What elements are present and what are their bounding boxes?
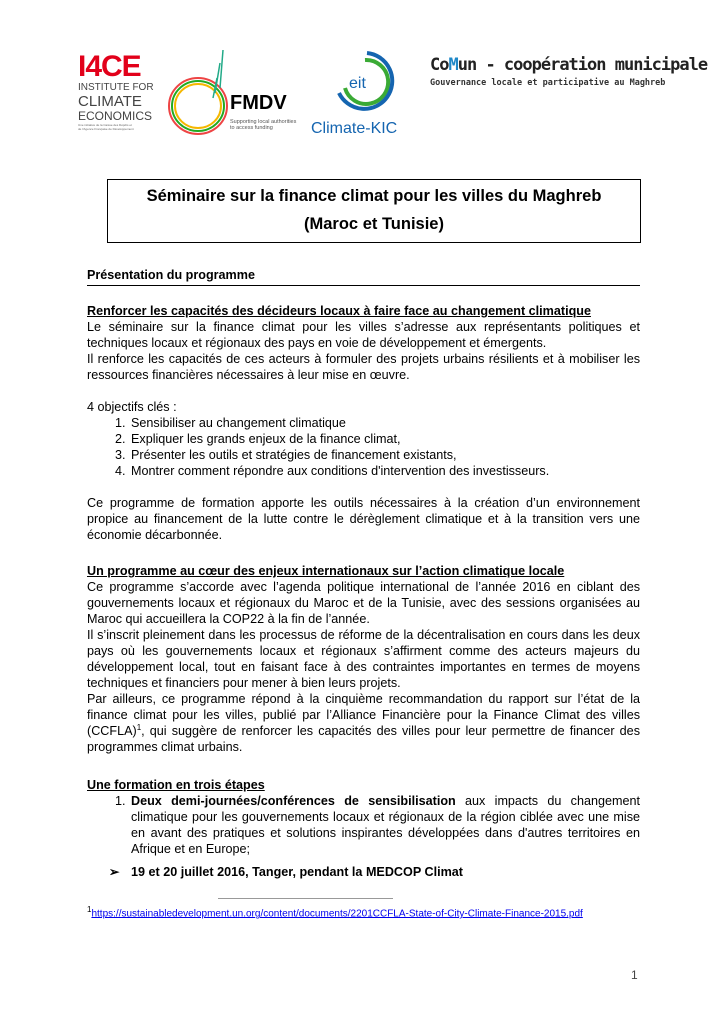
eit-logo-icon [335, 48, 395, 123]
footnote-ref[interactable]: 1 [136, 722, 142, 732]
list-item: 3. Présenter les outils et stratégies de financement existants, [129, 447, 640, 463]
comun-logo: CoMun - coopération municipale Gouvernance locale et participative au Maghreb [430, 55, 708, 88]
paragraph: Par ailleurs, ce programme répond à la cinquième recommandation du rapport sur l’état de la finance climat pour les villes, publié par l’Alliance Financière pour la Finance Climat des villes (CCFLA)$^1$, qui suggère de renforcer les capacités des villes pour leur permettre de financer des programmes climat urbains. [87, 692, 640, 754]
fmdv-logo: FMDV Supporting local authorities to access funding [230, 92, 297, 131]
list-item: 1. Sensibiliser au changement climatique [129, 415, 640, 431]
section-2 [87, 563, 640, 755]
footnote-separator [218, 898, 393, 899]
footnote: $^1$https://sustainabledevelopment.un.org/content/documents/2201CCFLA-State-of-City-Climate-Finance-2015.pdf [87, 905, 583, 920]
steps-list [87, 793, 640, 857]
section-3 [87, 777, 640, 880]
section-title: Présentation du programme [87, 267, 640, 286]
bullet-item: ➢ 19 et 20 juillet 2016, Tanger, pendant la MEDCOP Climat [109, 865, 463, 879]
title-box [107, 179, 641, 243]
paragraph: Ce programme s’accorde avec l’agenda politique international de l’année 2016 en ciblant des gouvernements locaux et régionaux du Maroc et de la Tunisie, avec des sessions organisées au Maroc qui accueillera la COP22 à la fin de l’année. [87, 580, 640, 626]
title-line2: (Maroc et Tunisie) [304, 215, 444, 233]
list-item: 4. Montrer comment répondre aux conditions d'intervention des investisseurs. [129, 463, 640, 479]
section-2-heading: Un programme au cœur des enjeux internationaux sur l’action climatique locale [87, 564, 565, 578]
section-1 [87, 303, 640, 543]
list-item: 1. Deux demi-journées/conférences de sensibilisation aux impacts du changement climatique pour les gouvernements locaux et régionaux de la région ciblée avec une mise en avant des pratiques et solutions inspirantes développées dans d'autres territoires en Afrique et en Europe; [129, 793, 640, 857]
arrow-bullet-icon: ➢ [109, 865, 120, 879]
climate-kic-label: Climate-KIC [311, 120, 398, 137]
footnote-link[interactable]: https://sustainabledevelopment.un.org/content/documents/2201CCFLA-State-of-City-Climate-Finance-2015.pdf [91, 908, 583, 920]
paragraph: Le séminaire sur la finance climat pour les villes s’adresse aux représentants politiques et techniques locaux et régionaux des pays en voie de développement et émergents. [87, 320, 640, 350]
page-number: 1 [631, 968, 638, 982]
objectives-intro: 4 objectifs clés : [87, 400, 177, 414]
section-1-heading: Renforcer les capacités des décideurs locaux à faire face au changement climatique [87, 304, 591, 318]
list-item: 2. Expliquer les grands enjeux de la finance climat, [129, 431, 640, 447]
fmdv-swirl-icon [165, 48, 230, 140]
paragraph: Il s’inscrit pleinement dans les processus de réforme de la décentralisation en cours dans les deux pays où les gouvernements locaux et régionaux s’affirment comme des acteurs majeurs du développement local, tout en faisant face à des contraintes importantes en termes de moyens techniques et financiers pour mener à bien leurs projets. [87, 628, 640, 690]
title-line1: Séminaire sur la finance climat pour les villes du Maghreb [146, 187, 602, 205]
i4ce-logo: I4CE INSTITUTE FOR CLIMATE ECONOMICS Une initiative de la Caisse des Dépôts et de l'Agence Française de Développement [78, 50, 154, 131]
paragraph: Il renforce les capacités de ces acteurs à formuler des projets urbains résilients et à mobiliser les ressources financières nécessaires à leur mise en œuvre. [87, 352, 640, 382]
objectives-list [87, 415, 640, 479]
svg-text:eit: eit [349, 75, 366, 92]
paragraph: Ce programme de formation apporte les outils nécessaires à la création d’un environnement propice au financement de la lutte contre le dérèglement climatique et à la transition vers une économie décarbonnée. [87, 496, 640, 542]
section-3-heading: Une formation en trois étapes [87, 778, 265, 792]
